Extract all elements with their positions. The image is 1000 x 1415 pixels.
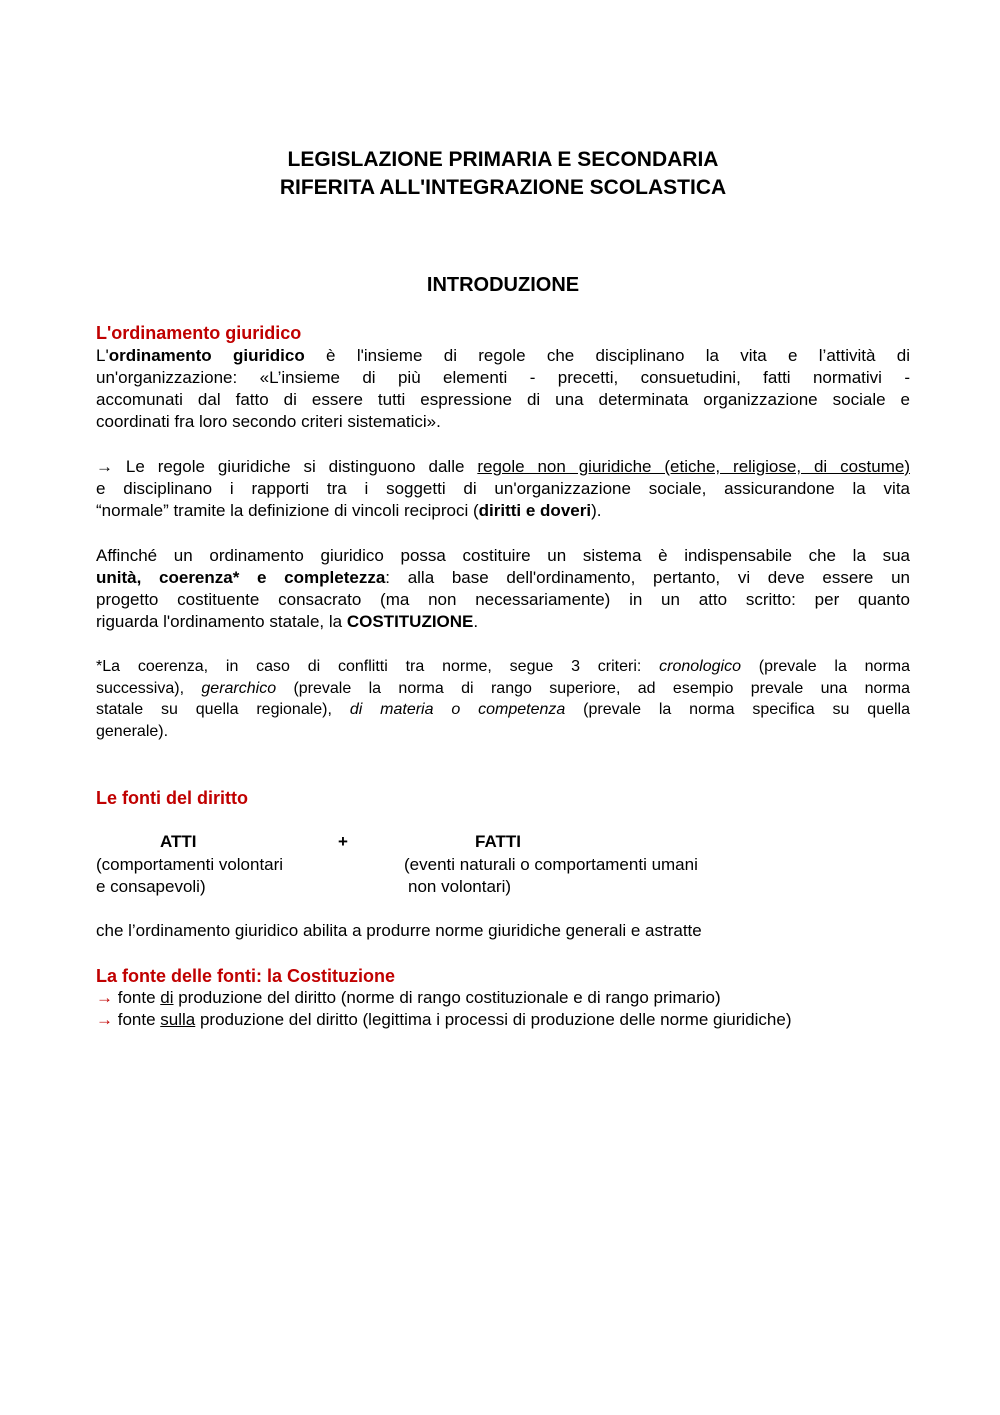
atti-description-line-2: e consapevoli) <box>96 877 206 896</box>
text-line: Affinché un ordinamento giuridico possa costituire un sistema è indispensabile che la sua <box>96 546 910 565</box>
atti-label: ATTI <box>160 832 197 851</box>
heading-ordinamento: L'ordinamento giuridico <box>96 323 302 343</box>
paragraph-regole-giuridiche <box>96 456 910 522</box>
text-line: generale). <box>96 722 169 740</box>
text-span: L' <box>96 346 109 365</box>
text-span: riguarda l'ordinamento statale, la <box>96 612 347 631</box>
bold-term: ordinamento giuridico <box>108 346 305 365</box>
section-title: INTRODUZIONE <box>426 274 580 296</box>
text-line: accomunati dal fatto di essere tutti espressione di una determinata organizzazione sociale e <box>96 390 910 409</box>
italic-term: gerarchico <box>201 679 277 697</box>
text-line: coordinati fra loro secondo criteri sistematici». <box>96 412 441 431</box>
fonti-sentence: che l’ordinamento giuridico abilita a produrre norme giuridiche generali e astratte <box>96 921 702 940</box>
underlined-text: di <box>160 988 174 1007</box>
text-line <box>96 345 910 367</box>
plus-sign: + <box>338 832 348 851</box>
text-span: successiva), <box>96 679 202 697</box>
text-span: produzione del diritto (legittima i processi di produzione delle norme giuridiche) <box>195 1010 792 1029</box>
text-line: e disciplinano i rapporti tra i soggetti di un'organizzazione sociale, assicurandone la vita <box>96 479 910 498</box>
paragraph-ordinamento-definition <box>96 345 910 433</box>
text-span: è l'insieme di regole che disciplinano la vita e l’attività di <box>304 346 910 365</box>
atti-description-line-1: (comportamenti volontari <box>96 855 284 874</box>
italic-term: cronologico <box>659 658 741 675</box>
text-line <box>96 656 910 678</box>
text-span: ). <box>591 501 602 520</box>
fatti-label: FATTI <box>475 832 521 851</box>
text-span: produzione del diritto (norme di rango costituzionale e di rango primario) <box>173 988 721 1007</box>
note-coerenza <box>96 656 910 742</box>
arrow-icon: → <box>96 1010 113 1029</box>
fatti-description-line-2: non volontari) <box>408 877 512 896</box>
text-span: (prevale la norma <box>740 658 911 675</box>
underlined-text: regole non giuridiche (etiche, religiose, di costume) <box>477 457 910 476</box>
text-span: : alla base dell'ordinamento, pertanto, vi deve essere un <box>385 568 910 587</box>
text-span: (prevale la norma di rango superiore, ad esempio prevale una norma <box>276 679 911 697</box>
text-line: progetto costituente consacrato (ma non necessariamente) in un atto scritto: per quanto <box>96 590 910 609</box>
bold-term: diritti e doveri <box>478 501 592 520</box>
text-span: Le regole giuridiche si distinguono dalle <box>113 457 478 476</box>
text-span: “normale” tramite la definizione di vincoli reciproci ( <box>96 501 479 520</box>
text-span: fonte <box>113 988 161 1007</box>
text-span: statale su quella regionale), <box>96 701 350 718</box>
arrow-icon: → <box>96 457 113 476</box>
text-line <box>96 678 910 700</box>
text-span: *La coerenza, in caso di conflitti tra norme, segue 3 criteri: <box>96 658 660 675</box>
arrow-icon: → <box>96 988 113 1007</box>
text-line <box>96 567 910 589</box>
text-span: . <box>473 612 479 631</box>
text-line <box>96 456 910 478</box>
fatti-description-line-1: (eventi naturali o comportamenti umani <box>404 855 698 874</box>
document-title <box>96 146 910 202</box>
heading-costituzione: La fonte delle fonti: la Costituzione <box>96 966 395 986</box>
underlined-text: sulla <box>160 1010 196 1029</box>
title-line-1: LEGISLAZIONE PRIMARIA E SECONDARIA <box>287 148 719 171</box>
title-line-2: RIFERITA ALL'INTEGRAZIONE SCOLASTICA <box>279 176 727 199</box>
italic-term: di materia o competenza <box>349 701 566 718</box>
text-span: (prevale la norma specifica su quella <box>565 701 910 718</box>
bold-term: unità, coerenza* e completezza <box>96 568 386 587</box>
heading-fonti: Le fonti del diritto <box>96 788 248 808</box>
paragraph-unita-coerenza <box>96 545 910 633</box>
text-span: fonte <box>113 1010 161 1029</box>
list-item <box>96 987 721 1009</box>
bold-term: COSTITUZIONE <box>346 612 474 631</box>
text-line <box>96 611 910 633</box>
text-line: un'organizzazione: «L’insieme di più elementi - precetti, consuetudini, fatti normativi - <box>96 368 910 387</box>
list-item <box>96 1009 792 1031</box>
text-line <box>96 699 910 721</box>
text-line <box>96 500 910 522</box>
